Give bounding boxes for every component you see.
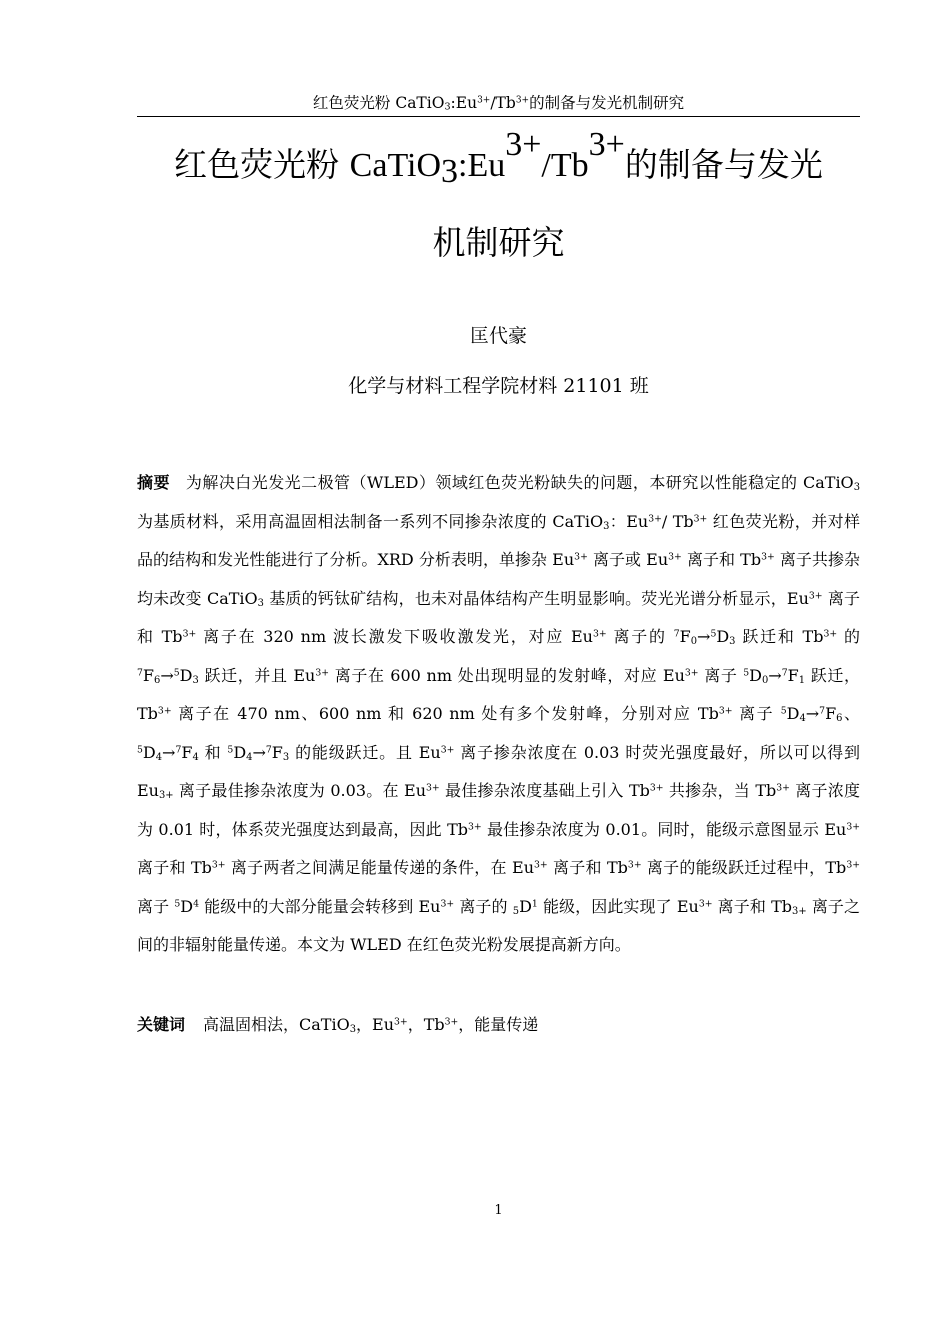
abstract-text: 跃迁，Tb [137, 665, 860, 723]
abstract-text: → [768, 665, 782, 685]
title-text: 的制备与发光 [624, 145, 823, 184]
title-superscript: 3+ [505, 125, 542, 163]
keywords [137, 1009, 860, 1041]
superscript: 7 [781, 666, 788, 678]
title-text: CaTiO [349, 147, 442, 184]
superscript: 3+ [627, 859, 642, 871]
abstract-text: 离子或 Eu [587, 550, 669, 569]
header-text: :Eu [450, 94, 478, 112]
superscript: 3+ [668, 551, 682, 563]
abstract-text: → [162, 742, 176, 762]
subscript: 3 [282, 751, 290, 763]
abstract-text: 离子之间的非辐射能量传递。本文为 WLED 在红色荧光粉发展提高新方向。 [137, 896, 860, 954]
running-header [137, 92, 860, 114]
superscript: 5 [137, 743, 143, 755]
abstract-text: 离子 [732, 704, 781, 723]
subscript: 3+ [792, 905, 807, 917]
paper-title-line-2: 机制研究 [432, 223, 565, 262]
superscript: 3+ [648, 512, 662, 524]
header-superscript: 3+ [477, 95, 491, 106]
subscript: 1 [798, 674, 806, 686]
abstract-text: 能级中的大部分能量会转移到 Eu [199, 896, 441, 916]
superscript: 3+ [444, 1016, 459, 1028]
superscript: 3+ [592, 628, 607, 640]
abstract-text: 、 [842, 704, 860, 723]
superscript: 7 [673, 628, 680, 640]
abstract-text: F [271, 742, 283, 762]
abstract-text: 红色荧光粉，并对样品的结构和发光性能进行了分析。XRD 分析表明，单掺杂 Eu [137, 511, 860, 569]
abstract-text: 共掺杂，当 Tb [663, 781, 777, 800]
header-subscript: 3 [444, 101, 451, 113]
superscript: 3+ [823, 628, 838, 640]
superscript: 4 [193, 897, 199, 909]
superscript: 5 [174, 897, 181, 909]
abstract-text: 跃迁，并且 Eu [198, 665, 316, 685]
abstract-text: F [142, 665, 155, 685]
title-text: 红色荧光粉 [174, 145, 350, 184]
superscript: 3+ [761, 551, 775, 563]
subscript: 3 [257, 597, 264, 609]
superscript: 3+ [182, 628, 197, 640]
abstract-label: 摘要 [137, 473, 170, 492]
header-superscript: 3+ [515, 95, 530, 106]
abstract-text: F [181, 742, 193, 762]
abstract-text: 离子和 Tb [137, 588, 861, 646]
abstract-text: D [519, 896, 532, 916]
abstract-text: F [825, 704, 837, 723]
abstract-text: D [179, 665, 193, 685]
abstract-text: → [160, 665, 174, 685]
abstract-text: → [697, 627, 711, 646]
subscript: 3+ [158, 789, 174, 801]
abstract-text: 能级，因此实现了 Eu [537, 896, 699, 916]
abstract-text: 的 [837, 627, 860, 646]
superscript: 1 [531, 897, 538, 909]
keywords-label: 关键词 [137, 1015, 186, 1034]
superscript: 3+ [157, 705, 172, 717]
abstract-text: D [749, 665, 762, 685]
superscript: 3+ [649, 782, 664, 794]
subscript: 4 [192, 751, 199, 763]
abstract-text: 离子两者之间满足能量传递的条件，在 Eu [225, 858, 535, 877]
abstract-text: 为解决白光发光二极管（WLED）领域红色荧光粉缺失的问题，本研究以性能稳定的 CaTiO [185, 473, 854, 492]
abstract [137, 464, 860, 965]
superscript: 3+ [808, 589, 823, 601]
keyword-text: ，Eu [356, 1015, 395, 1034]
abstract-text: 离子在 320 nm 波长激发下吸收激发光，对应 Eu [196, 627, 593, 646]
subscript: 6 [154, 674, 161, 686]
page-number: 1 [494, 1203, 503, 1218]
abstract-text: → [252, 742, 266, 762]
abstract-text: D [716, 627, 730, 646]
superscript: 3+ [440, 743, 455, 755]
abstract-text: 离子浓度为 0.01 时，体系荧光强度达到最高，因此 Tb [137, 781, 860, 839]
superscript: 3+ [776, 782, 790, 794]
header-text: 红色荧光粉 CaTiO [312, 94, 445, 112]
paper-title-line-1 [137, 125, 860, 191]
subscript: 6 [836, 712, 843, 724]
superscript: 7 [137, 666, 143, 678]
superscript: 7 [819, 705, 826, 717]
superscript: 3+ [693, 512, 708, 524]
subscript: 3 [853, 481, 860, 493]
abstract-text: 最佳掺杂浓度为 0.01。同时，能级示意图显示 Eu [481, 819, 847, 839]
abstract-text: 跃迁和 Tb [735, 627, 824, 646]
abstract-text: → [805, 704, 820, 723]
superscript: 3+ [468, 820, 482, 832]
superscript: 5 [743, 666, 750, 678]
abstract-text: F [679, 627, 691, 646]
abstract-text: 和 [198, 742, 228, 762]
abstract-text: 的能级跃迁。且 Eu [289, 742, 441, 762]
superscript: 3+ [846, 859, 860, 871]
superscript: 3+ [211, 859, 226, 871]
abstract-text: D [786, 704, 800, 723]
abstract-text: D [233, 742, 247, 762]
abstract-text: 离子和 Tb [547, 858, 628, 877]
abstract-text: / Tb [661, 511, 694, 531]
superscript: 5 [710, 628, 717, 640]
superscript: 3+ [315, 666, 329, 678]
abstract-text: 离子共掺杂均未改变 CaTiO [137, 550, 860, 608]
superscript: 3+ [534, 859, 548, 871]
abstract-text: 最佳掺杂浓度基础上引入 Tb [439, 781, 650, 800]
superscript: 7 [175, 743, 182, 755]
abstract-text: 基质的钙钛矿结构，也未对晶体结构产生明显影响。荧光光谱分析显示，Eu [263, 588, 809, 608]
title-subscript: 3 [441, 153, 459, 191]
title-text: :Eu [458, 147, 506, 184]
abstract-body [137, 473, 860, 954]
abstract-text: 离子 [698, 665, 744, 685]
superscript: 5 [173, 666, 180, 678]
abstract-text: 离子和 Tb [681, 550, 762, 569]
superscript: 3+ [684, 666, 699, 678]
abstract-text: ：Eu [609, 511, 649, 531]
abstract-text: 离子 [137, 896, 175, 916]
subscript: 0 [761, 674, 769, 686]
abstract-text: 离子掺杂浓度在 0.03 时荧光强度最好，所以可以得到 Eu [137, 742, 860, 800]
keyword-text: ，能量传递 [458, 1015, 539, 1034]
superscript: 5 [227, 743, 234, 755]
abstract-text: 离子的 [454, 896, 513, 916]
subscript: 3 [729, 635, 736, 647]
abstract-text: 离子最佳掺杂浓度为 0.03。在 Eu [173, 781, 427, 800]
abstract-text: 离子的能级跃迁过程中，Tb [641, 858, 847, 877]
superscript: 3+ [698, 897, 713, 909]
subscript: 5 [512, 905, 520, 917]
title-superscript: 3+ [588, 125, 625, 163]
header-rule [137, 116, 860, 117]
abstract-text: 离子和 Tb [137, 858, 212, 877]
superscript: 3+ [846, 820, 860, 832]
superscript: 3+ [718, 705, 733, 717]
subscript: 0 [690, 635, 698, 647]
superscript: 3+ [574, 551, 588, 563]
superscript: 3+ [440, 897, 455, 909]
subscript: 4 [799, 712, 806, 724]
abstract-text: 离子在 470 nm、600 nm 和 620 nm 处有多个发射峰，分别对应 Tb [171, 704, 719, 723]
abstract-text: 离子和 Tb [712, 896, 793, 916]
subscript: 4 [246, 751, 253, 763]
abstract-text: 为基质材料，采用高温固相法制备一系列不同掺杂浓度的 CaTiO [137, 511, 604, 531]
superscript: 5 [780, 705, 787, 717]
abstract-text: D [142, 742, 156, 762]
title-text: /Tb [541, 147, 589, 184]
keyword-text: ，Tb [407, 1015, 445, 1034]
subscript: 3 [603, 520, 610, 532]
abstract-text: D [180, 896, 194, 916]
superscript: 3+ [426, 782, 440, 794]
abstract-text: 离子在 600 nm 处出现明显的发射峰，对应 Eu [328, 665, 685, 685]
author: 匡代豪 [469, 325, 527, 347]
subscript: 4 [155, 751, 163, 763]
superscript: 7 [265, 743, 272, 755]
abstract-text: 离子的 [606, 627, 674, 646]
affiliation: 化学与材料工程学院材料 21101 班 [348, 375, 649, 397]
subscript: 3 [349, 1023, 357, 1035]
superscript: 3+ [394, 1016, 408, 1028]
subscript: 3 [192, 674, 199, 686]
header-text: /Tb [490, 94, 516, 112]
header-text: 的制备与发光机制研究 [529, 94, 685, 112]
abstract-text: F [787, 665, 799, 685]
keyword-text: 高温固相法，CaTiO [203, 1015, 350, 1034]
